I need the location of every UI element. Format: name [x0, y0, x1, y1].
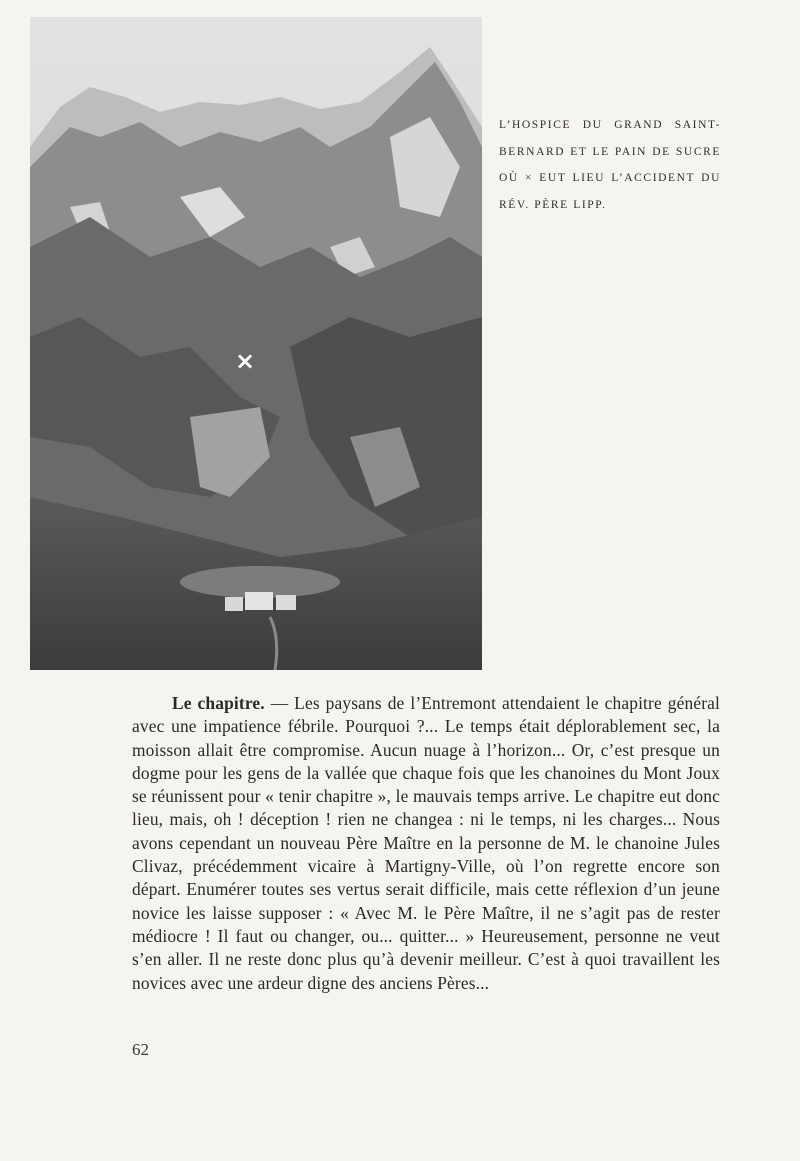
accident-marker: ×: [235, 347, 256, 375]
page-number: 62: [132, 1040, 149, 1059]
article-paragraph: [132, 692, 720, 995]
paragraph-lead: Le chapitre.: [172, 693, 265, 713]
paragraph-body: — Les paysans de l’Entremont attendaient le chapitre général avec une impatience fébrile. Pourquoi ?... Le temps était déplorablement sec, la moisson allait être compromise. Aucun nuage à l’horizon... Or, c’est presque un dogme pour les gens de la vallée que chaque fois que les chanoines du Mont Joux se réunissent pour « tenir chapitre », le mauvais temps arrive. Le chapitre eut donc lieu, mais, oh ! déception ! rien ne changea : ni le temps, ni les charges... Nous avons cependant un nouveau Père Maître en la personne de M. le chanoine Jules Clivaz, précédemment vicaire à Martigny-Ville, où l’on regrette encore son départ. Enumérer toutes ses vertus serait difficile, mais cette réflexion d’un jeune novice les laisse supposer : « Avec M. le Père Maître, il ne s’agit pas de rester médiocre ! Il faut ou changer, ou... quitter... » Heureusement, personne ne veut s’en aller. Il ne reste donc plus qu’à devenir meilleur. C’est à quoi travaillent les novices avec une ardeur digne des anciens Pères...: [132, 693, 720, 993]
mountain-photo: [30, 17, 482, 670]
mountain-photo-illustration: [30, 17, 482, 670]
photo-caption: L’HOSPICE DU GRAND SAINT-BERNARD ET LE PAIN DE SUCRE OÙ × EUT LIEU L’ACCIDENT DU RÉV. PÈRE LIPP.: [499, 119, 721, 211]
